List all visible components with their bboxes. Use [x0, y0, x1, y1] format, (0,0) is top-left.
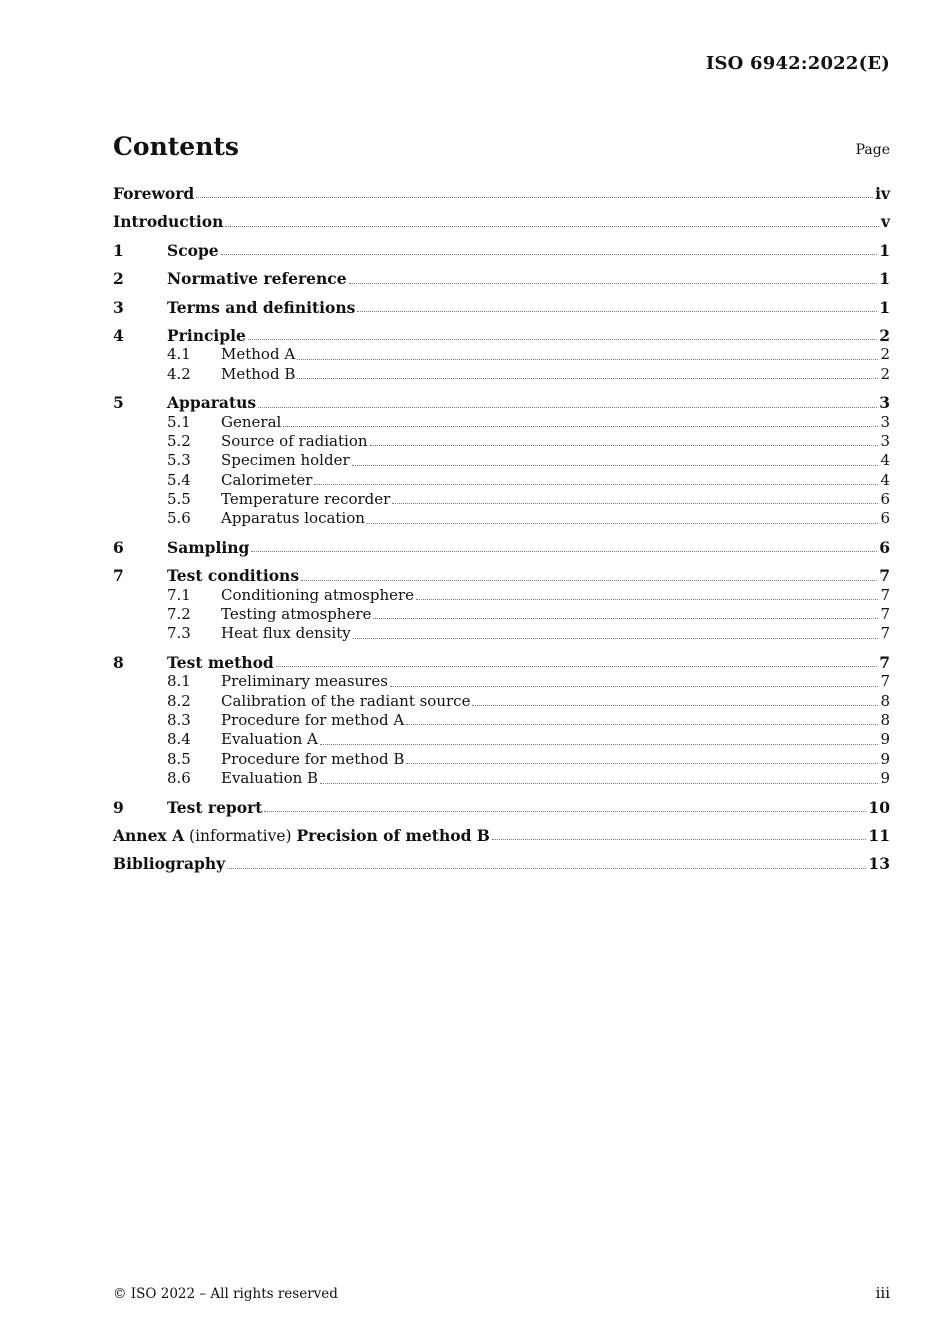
dot-leader: [221, 254, 878, 255]
toc-entry-label: Principle: [167, 325, 246, 345]
toc-entry-page: 3: [879, 393, 890, 413]
toc-entry-page: 6: [880, 490, 890, 509]
toc-entry-label: Sampling: [167, 537, 250, 557]
toc-entry-number: 5.3: [167, 451, 191, 470]
toc-entry-label: Specimen holder: [221, 451, 350, 470]
toc-entry-number: 5.1: [167, 412, 191, 431]
toc-entry-label: Procedure for method A: [221, 710, 405, 729]
toc-entry-page: iv: [875, 184, 890, 203]
dot-leader: [248, 339, 877, 340]
toc-entry-page: 2: [879, 325, 890, 345]
toc-entry-number: 3: [113, 297, 124, 317]
toc-entry-page: 7: [880, 672, 890, 691]
toc-entry[interactable]: [113, 490, 890, 509]
toc-entry-page: 7: [880, 585, 890, 604]
toc-entry-page: 3: [880, 412, 890, 431]
toc-entry-number: 6: [113, 537, 124, 557]
toc-entry[interactable]: [113, 393, 890, 412]
toc-entry-page: 7: [880, 624, 890, 643]
toc-entry-page: 4: [880, 470, 890, 489]
dot-leader: [352, 465, 879, 466]
toc-entry-label: Introduction: [113, 212, 224, 232]
toc-entry-page: 7: [879, 652, 890, 672]
toc-entry-label: Calibration of the radiant source: [221, 691, 471, 710]
toc-entry-number: 8.3: [167, 710, 191, 729]
dot-leader: [320, 783, 878, 784]
toc-entry[interactable]: [113, 298, 890, 317]
toc-entry-label: Conditioning atmosphere: [221, 585, 415, 604]
toc-entry-page: 10: [868, 797, 890, 817]
dot-leader: [264, 811, 866, 812]
toc-entry-number: 5.6: [167, 509, 191, 528]
toc-entry-label: Heat flux density: [221, 624, 351, 643]
toc-entry-number: 9: [113, 797, 124, 817]
toc-entry-page: 7: [879, 566, 890, 586]
toc-entry-number: 4: [113, 325, 124, 345]
dot-leader: [367, 523, 879, 524]
toc-entry-number: 8: [113, 652, 124, 672]
dot-leader: [472, 705, 878, 706]
toc-entry[interactable]: [113, 212, 890, 231]
toc-entry[interactable]: [113, 451, 890, 470]
toc-entry-page: 1: [879, 240, 890, 260]
toc-entry-number: 8.5: [167, 749, 191, 768]
toc-entry[interactable]: [113, 586, 890, 605]
toc-entry[interactable]: [113, 854, 890, 873]
page-number: iii: [875, 1284, 890, 1302]
toc-entry-label: Apparatus: [167, 393, 257, 413]
toc-entry-page: 3: [880, 431, 890, 450]
toc-entry[interactable]: [113, 798, 890, 817]
toc-entry-page: 8: [880, 691, 890, 710]
toc-entry[interactable]: [113, 241, 890, 260]
dot-leader: [225, 226, 879, 227]
copyright-notice: © ISO 2022 – All rights reserved: [113, 1286, 338, 1302]
toc-entry[interactable]: [113, 605, 890, 624]
toc-entry-page: 9: [880, 749, 890, 768]
toc-entry-page: 9: [880, 730, 890, 749]
toc-entry-label: Test conditions: [167, 566, 300, 586]
toc-entry[interactable]: [113, 711, 890, 730]
toc-entry-page: 7: [880, 605, 890, 624]
toc-entry-number: 4.1: [167, 345, 191, 364]
dot-leader: [258, 407, 877, 408]
toc-entry-number: 2: [113, 269, 124, 289]
toc-entry[interactable]: [113, 509, 890, 528]
dot-leader: [416, 599, 878, 600]
dot-leader: [390, 686, 879, 687]
dot-leader: [406, 763, 878, 764]
dot-leader: [314, 484, 878, 485]
toc-entry-label: Bibliography: [113, 854, 226, 874]
toc-entry-number: 7.1: [167, 585, 191, 604]
toc-entry-label: General: [221, 412, 282, 431]
toc-entry-label: Preliminary measures: [221, 672, 388, 691]
toc-entry-label: Foreword: [113, 184, 195, 203]
dot-leader: [492, 839, 867, 840]
toc-entry-label: Evaluation B: [221, 769, 319, 788]
toc-entry-label: Terms and definitions: [167, 297, 356, 317]
toc-entry-label: Method A: [221, 345, 296, 364]
dot-leader: [370, 445, 879, 446]
toc-entry-label: Normative reference: [167, 269, 347, 289]
toc-entry-label: Method B: [221, 364, 296, 383]
dot-leader: [276, 666, 877, 667]
toc-entry[interactable]: [113, 750, 890, 769]
toc-entry-label: Test report: [167, 797, 263, 817]
toc-entry-page: 11: [868, 825, 890, 845]
toc-entry[interactable]: [113, 653, 890, 672]
toc-entry-label: Testing atmosphere: [221, 605, 372, 624]
toc-entry-label: Calorimeter: [221, 470, 313, 489]
toc-entry-number: 8.6: [167, 769, 191, 788]
toc-entry-page: 6: [880, 509, 890, 528]
toc-entry-number: 7.2: [167, 605, 191, 624]
toc-entry-number: 8.4: [167, 730, 191, 749]
toc-entry-page: v: [880, 212, 890, 232]
dot-leader: [227, 868, 866, 869]
dot-leader: [357, 311, 877, 312]
table-of-contents: [113, 184, 890, 874]
toc-entry-page: 4: [880, 451, 890, 470]
toc-entry-number: 7: [113, 566, 124, 586]
page-column-label: Page: [855, 142, 890, 158]
dot-leader: [392, 503, 878, 504]
dot-leader: [283, 426, 878, 427]
page-title: Contents: [113, 132, 240, 161]
dot-leader: [349, 283, 878, 284]
toc-entry-number: 8.1: [167, 672, 191, 691]
toc-entry[interactable]: [113, 566, 890, 585]
dot-leader: [406, 724, 878, 725]
toc-entry-page: 1: [879, 269, 890, 289]
toc-entry[interactable]: [113, 672, 890, 691]
toc-entry-page: 13: [868, 854, 890, 874]
toc-entry-label: Source of radiation: [221, 431, 368, 450]
toc-entry-number: 1: [113, 240, 124, 260]
toc-entry-number: 5.4: [167, 470, 191, 489]
toc-entry-label: Scope: [167, 240, 219, 260]
toc-entry[interactable]: [113, 269, 890, 288]
toc-entry-page: 2: [880, 364, 890, 383]
toc-entry[interactable]: [113, 365, 890, 384]
dot-leader: [251, 551, 877, 552]
toc-entry[interactable]: [113, 624, 890, 643]
toc-entry-number: 7.3: [167, 624, 191, 643]
toc-entry-page: 8: [880, 710, 890, 729]
toc-entry-label: Evaluation A: [221, 730, 318, 749]
toc-entry-page: 2: [880, 345, 890, 364]
toc-entry-number: 8.2: [167, 691, 191, 710]
toc-entry[interactable]: [113, 413, 890, 432]
toc-entry-label: Procedure for method B: [221, 749, 405, 768]
toc-entry-page: 1: [879, 297, 890, 317]
toc-entry[interactable]: [113, 826, 890, 845]
dot-leader: [353, 638, 879, 639]
toc-entry-label: Test method: [167, 652, 274, 672]
dot-leader: [196, 197, 873, 198]
toc-entry-label: Temperature recorder: [221, 490, 391, 509]
dot-leader: [320, 744, 879, 745]
document-id: ISO 6942:2022(E): [705, 53, 890, 74]
dot-leader: [373, 618, 878, 619]
toc-entry[interactable]: [113, 184, 890, 203]
dot-leader: [301, 580, 877, 581]
toc-entry[interactable]: [113, 692, 890, 711]
dot-leader: [297, 359, 878, 360]
toc-entry-number: 5: [113, 393, 124, 413]
toc-entry-page: 6: [879, 537, 890, 557]
toc-entry-label: Apparatus location: [221, 509, 365, 528]
toc-entry[interactable]: [113, 432, 890, 451]
toc-entry[interactable]: [113, 326, 890, 345]
toc-entry[interactable]: [113, 769, 890, 788]
dot-leader: [297, 378, 878, 379]
toc-entry[interactable]: [113, 471, 890, 490]
toc-entry[interactable]: [113, 538, 890, 557]
toc-entry-number: 5.2: [167, 431, 191, 450]
toc-entry[interactable]: [113, 345, 890, 364]
toc-entry-label: Annex A (informative) Precision of method B: [113, 825, 490, 845]
toc-entry[interactable]: [113, 730, 890, 749]
toc-entry-number: 5.5: [167, 490, 191, 509]
toc-entry-page: 9: [880, 769, 890, 788]
toc-entry-number: 4.2: [167, 364, 191, 383]
